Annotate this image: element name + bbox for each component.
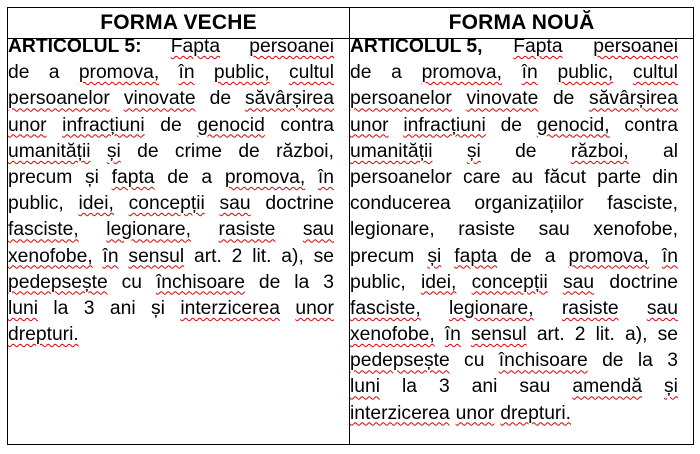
old-form-word: ani [109,297,136,319]
old-form-line [8,165,334,191]
old-form-word: sensul [128,245,185,267]
old-form-word: de [8,62,30,84]
new-form-line [350,322,678,348]
new-form-word: fasciste, [607,193,678,215]
old-form-line [8,191,334,217]
old-form-word: promova, [224,166,306,188]
new-form-word: idei, [421,271,457,293]
new-form-word: făcut [544,166,586,188]
new-form-line [350,374,678,400]
new-form-line [350,296,678,322]
old-form-word: Fapta [170,36,221,57]
new-form-word: drepturi. [500,402,571,424]
new-form-word: de [552,88,575,110]
old-form-word: și [106,140,121,162]
new-form-word: interzicerea [350,402,450,424]
old-form-line [8,139,334,165]
old-form-word: persoanei [249,36,334,57]
old-form-word: xenofobe, [8,245,93,267]
new-form-word: vinovate [466,88,539,110]
old-form-word: umanității [8,140,91,162]
new-form-word: război, [570,140,629,162]
new-form-word: legionare, [448,297,534,319]
new-form-word: și [427,245,442,267]
old-form-word: lit. [252,245,272,267]
new-form-word: genocid, [536,114,610,136]
old-form-word: idei, [78,193,114,215]
old-form-word: a [48,62,60,84]
new-form-word: în [444,324,461,346]
old-form-word: public, [213,62,270,84]
new-form-line [350,34,678,60]
new-form-word: și [664,376,678,398]
new-form-word: din [652,166,678,188]
new-form-word: rasiste [458,219,516,241]
new-form-word: lit. [595,324,615,346]
old-form-word: unor [8,114,47,136]
old-form-word: concepții [128,193,205,215]
new-form-line [350,60,678,86]
new-form-word: persoanelor [350,88,452,110]
old-form-line [8,322,334,348]
new-form-word: xenofobe, [350,324,435,346]
new-form-word: conducerea [350,193,451,215]
new-form-word: doctrine [609,271,678,293]
old-form-word: închisoare [155,271,245,293]
old-form-word: săvârșirea [245,88,334,110]
old-form-word: fasciste, [8,219,79,241]
old-form-word: în [317,166,334,188]
new-form-word: parte [597,166,642,188]
new-form-line [350,348,678,374]
new-form-line [350,244,678,270]
new-form-word: sau [563,271,595,293]
new-form-word: concepții [471,271,548,293]
new-form-word: închisoare [498,350,588,372]
old-form-word: vinovate [123,88,196,110]
old-form-line [8,113,334,139]
new-form-text [350,34,678,427]
new-form-word: xenofobe, [593,219,678,241]
old-form-text [8,34,334,348]
old-form-word: la [53,297,69,319]
new-form-word: ARTICOLUL 5, [350,36,483,57]
old-form-word: la [294,271,310,293]
new-form-word: ani [471,376,498,398]
new-form-line [350,113,678,139]
new-form-word: precum [350,245,415,267]
new-form-word: amendă [572,376,643,398]
new-form-word: sau [519,376,551,398]
new-form-line [350,139,678,165]
new-form-word: a), [624,324,648,346]
new-form-word: persoanelor [350,166,452,188]
new-form-word: promova, [421,62,502,84]
new-form-word: public, [557,62,614,84]
new-form-word: unor [455,402,495,424]
old-form-word: de [137,140,159,162]
old-form-word: crime [174,140,222,162]
old-form-word: de [167,166,189,188]
new-form-line [350,270,678,296]
new-form-line [350,401,678,427]
old-form-word: și [85,166,99,188]
old-form-word: sau [219,193,251,215]
new-form-word: a [391,62,402,84]
new-form-word: care [462,166,501,188]
old-form-word: se [313,245,334,267]
new-form-word: de [500,114,523,136]
new-form-word: cu [464,350,485,372]
old-form-word: 3 [323,271,334,293]
old-form-line [8,270,334,296]
old-form-word: de [209,88,232,110]
new-form-word: se [657,324,678,346]
new-form-line [350,191,678,217]
old-form-word: 2 [231,245,243,267]
old-form-word: de [258,271,281,293]
old-form-word: ARTICOLUL 5: [8,36,142,57]
old-form-word: a), [281,245,304,267]
old-form-word: infracțiuni [62,114,145,136]
old-form-word: cultul [288,62,334,84]
new-form-line [350,86,678,112]
old-form-line [8,244,334,270]
old-form-word: a [201,166,213,188]
old-form-word: 3 [83,297,95,319]
old-form-line [8,296,334,322]
new-form-word: umanității [350,140,433,162]
old-form-word: fapta [111,166,155,188]
old-form-word: precum [8,166,73,188]
old-form-word: genocid [197,114,265,136]
old-form-word: în [178,62,195,84]
old-form-word: contra [280,114,334,136]
old-form-word: art. [193,245,222,267]
new-form-word: fasciste, [350,297,421,319]
new-form-word: infracțiuni [403,114,486,136]
new-form-word: promova, [568,245,649,267]
new-form-word: în [521,62,538,84]
new-form-word: fapta [454,245,498,267]
new-form-word: de [510,245,532,267]
old-form-word: cu [121,271,143,293]
new-form-word: de [602,350,624,372]
old-form-word: drepturi. [8,324,79,346]
new-form-word: art. [536,324,565,346]
new-form-word: persoanei [593,36,678,57]
new-form-word: de [350,62,372,84]
old-form-word: persoanelor [8,88,110,110]
new-form-word: organizațiilor [474,193,584,215]
new-form-word: au [511,166,534,188]
old-form-word: legionare, [106,219,191,241]
new-form-line [350,217,678,243]
old-form-word: pedepsește [8,271,108,293]
new-form-word: la [637,350,653,372]
new-form-word: în [661,245,678,267]
old-form-word: și [151,297,165,319]
new-form-word: rasiste [561,297,619,319]
new-form-word: cultul [632,62,678,84]
new-form-word: Fapta [513,36,563,57]
new-form-word: contra [624,114,678,136]
old-form-word: război, [276,140,334,162]
old-form-word: doctrine [265,193,334,215]
old-form-word: în [102,245,119,267]
header-new-form: FORMA NOUĂ [448,11,595,34]
old-form-word: de [160,114,182,136]
new-form-word: a [544,245,556,267]
new-form-word: de [515,140,537,162]
old-form-line [8,217,334,243]
old-form-word: luni [8,297,39,319]
old-form-word: rasiste [218,219,276,241]
old-form-line [8,60,334,86]
old-form-word: unor [295,297,334,319]
old-form-word: public, [8,193,64,215]
new-form-word: 2 [574,324,586,346]
new-form-word: luni [350,376,381,398]
old-form-line [8,34,334,60]
old-form-line [8,86,334,112]
new-form-word: al [662,140,678,162]
new-form-line [350,165,678,191]
new-form-word: sau [646,297,678,319]
new-form-word: sensul [470,324,527,346]
new-form-word: unor [350,114,389,136]
old-form-word: promova, [78,62,160,84]
new-form-word: public, [350,271,406,293]
new-form-word: pedepsește [350,350,450,372]
old-form-word: sau [302,219,334,241]
new-form-word: legionare, [350,219,435,241]
header-old-form: FORMA VECHE [100,11,257,34]
old-form-word: interzicerea [180,297,280,319]
new-form-word: 3 [667,350,678,372]
new-form-word: săvârșirea [589,88,678,110]
new-form-word: sau [538,219,570,241]
new-form-word: și [466,140,481,162]
old-form-word: de [238,140,260,162]
new-form-word: la [401,376,417,398]
new-form-word: 3 [438,376,450,398]
